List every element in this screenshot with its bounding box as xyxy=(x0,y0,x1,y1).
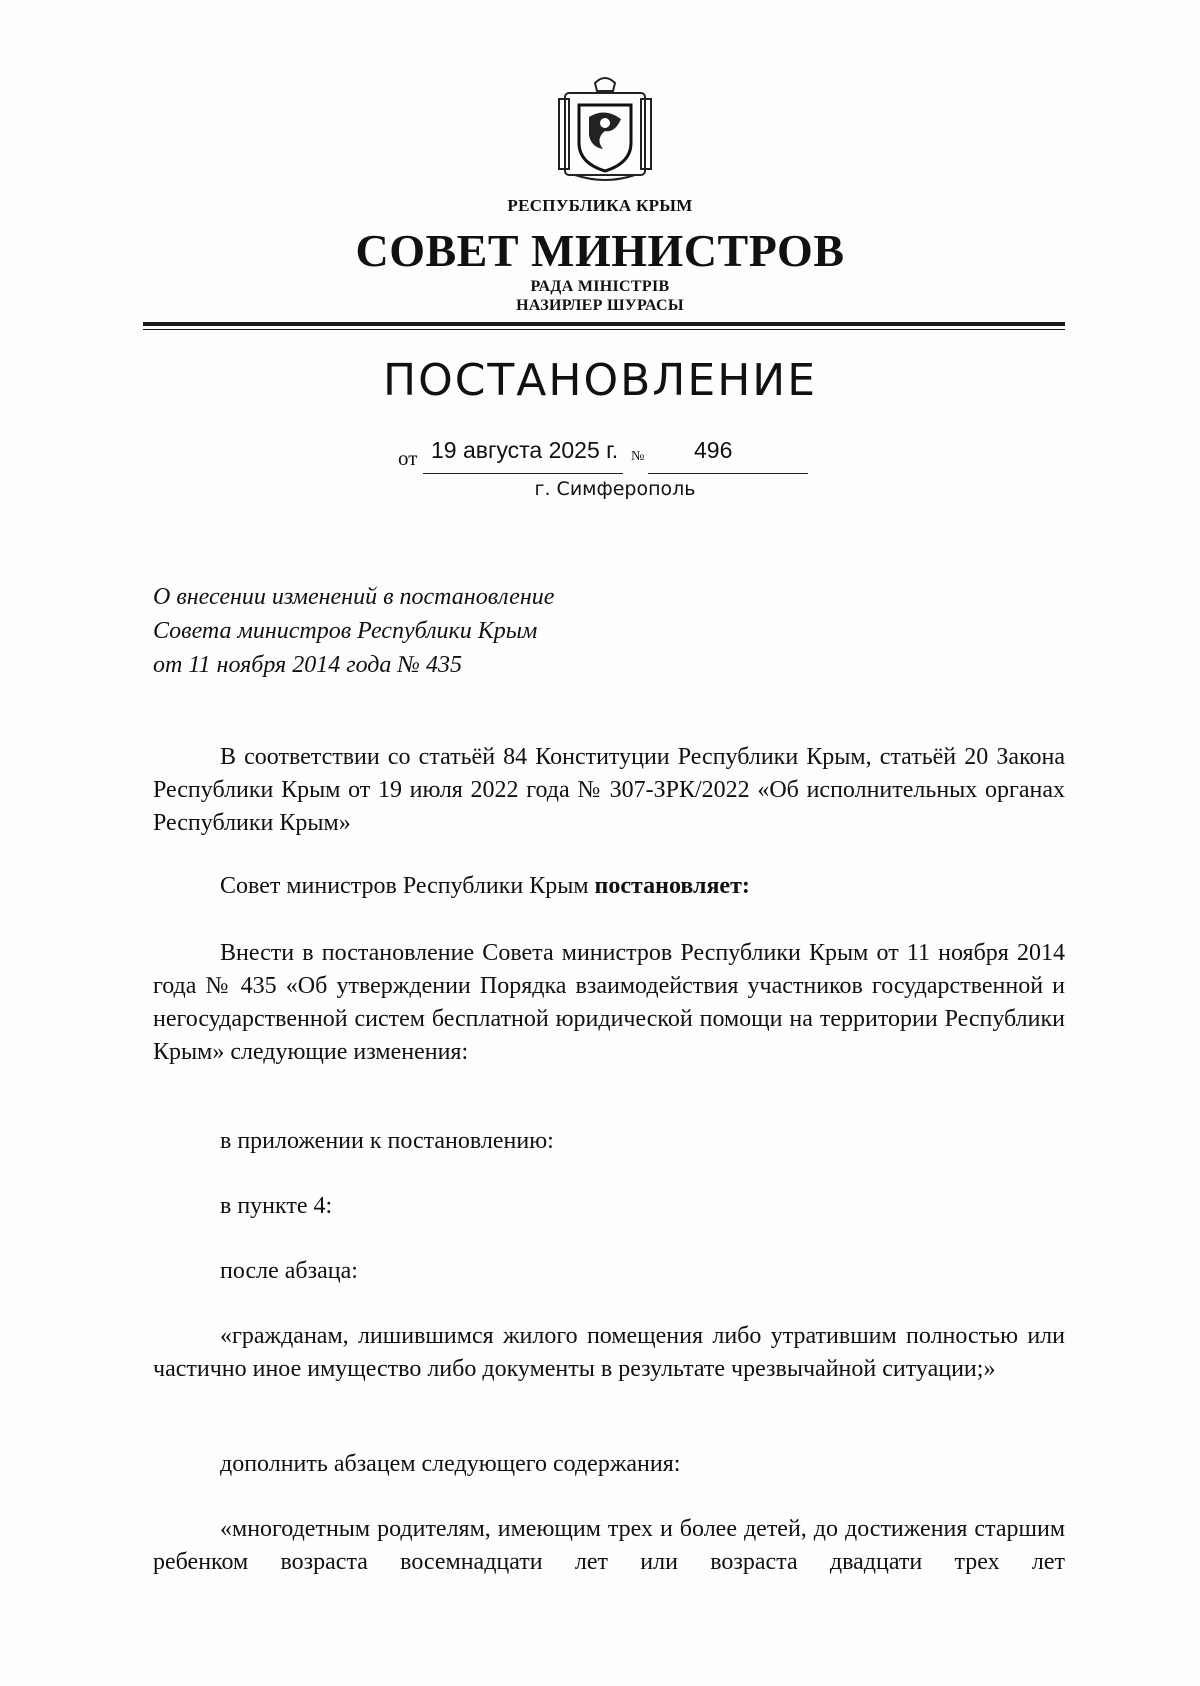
quoted-citizens-paragraph xyxy=(153,1320,1065,1386)
point-paragraph: в пункте 4: xyxy=(220,1193,333,1219)
resolution-paragraph xyxy=(220,870,750,903)
decree-date-line xyxy=(398,437,808,477)
resolution-text: Совет министров Республики Крым xyxy=(220,873,595,899)
preamble-paragraph xyxy=(153,741,1065,840)
preamble-text: В соответствии со статьёй 84 Конституции Республики Крым, статьёй 20 Закона Республики Крым от 19 июля 2022 года № 307-ЗРК/2022 «Об исполнительных органах Республики Крым» xyxy=(153,744,1065,836)
amendment-paragraph xyxy=(153,937,1065,1069)
header-divider-thick xyxy=(143,322,1065,326)
number-sign: № xyxy=(631,449,645,464)
supplement-paragraph: дополнить абзацем следующего содержания: xyxy=(220,1451,681,1477)
annex-paragraph: в приложении к постановлению: xyxy=(220,1128,554,1154)
decree-subject xyxy=(153,580,554,682)
decree-date: 19 августа 2025 г. xyxy=(431,437,619,463)
amendment-text: Внести в постановление Совета министров Республики Крым от 11 ноября 2014 года № 435 «Об утверждении Порядка взаимодействия участников государственной и негосударственной систем бесплатной юридической помощи на территории Республики Крым» следующие изменения: xyxy=(153,940,1065,1065)
council-heading-crimean-tatar: НАЗИРЛЕР ШУРАСЫ xyxy=(516,297,684,314)
subject-line-3: от 11 ноября 2014 года № 435 xyxy=(153,652,463,678)
decree-number: 496 xyxy=(694,437,733,463)
decree-city: г. Симферополь xyxy=(534,478,696,500)
header-divider-thin xyxy=(143,329,1065,330)
subject-line-1: О внесении изменений в постановление xyxy=(153,584,555,610)
after-paragraph-label: после абзаца: xyxy=(220,1258,358,1284)
quoted-parents-text: «многодетным родителям, имеющим трех и более детей, до достижения старшим ребенком возраста восемнадцати лет или возраста двадцати трех лет xyxy=(153,1516,1065,1575)
coat-of-arms-icon xyxy=(555,75,655,185)
republic-heading: РЕСПУБЛИКА КРЫМ xyxy=(507,196,693,215)
subject-line-2: Совета министров Республики Крым xyxy=(153,618,538,644)
resolution-verb: постановляет: xyxy=(594,873,750,899)
date-underline xyxy=(423,473,623,474)
council-heading-ukrainian: РАДА МІНІСТРІВ xyxy=(530,278,670,295)
quoted-citizens-text: «гражданам, лишившимся жилого помещения либо утратившим полностью или частично иное имущество либо документы в результате чрезвычайной ситуации;» xyxy=(153,1323,1065,1382)
number-underline xyxy=(648,473,808,474)
quoted-parents-paragraph xyxy=(153,1513,1065,1579)
date-from-label: от xyxy=(398,446,418,470)
decree-title: ПОСТАНОВЛЕНИЕ xyxy=(382,355,817,406)
council-heading: СОВЕТ МИНИСТРОВ xyxy=(355,225,845,276)
